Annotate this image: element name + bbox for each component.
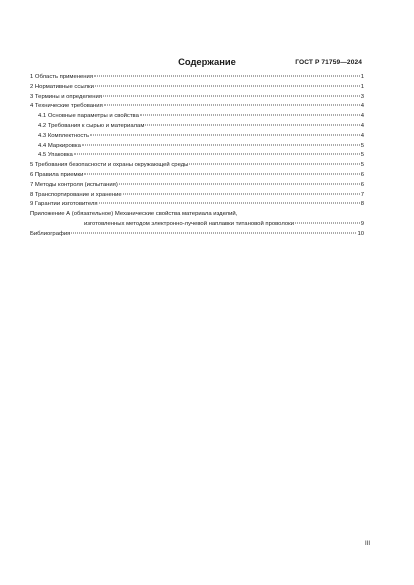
toc-entry-label: 1 Область применения	[30, 74, 94, 80]
appendix-title-line2: изготовленных методом электронно-лучевой наплавки титановой проволоки	[84, 220, 294, 227]
toc-entry-4[interactable]	[30, 102, 364, 112]
page-number: III	[364, 541, 370, 547]
toc-title: Содержание	[178, 56, 236, 67]
toc-entry-page: 1	[360, 83, 364, 90]
toc-entry-label: 2 Нормативные ссылки	[30, 83, 94, 90]
dot-leader	[94, 76, 360, 77]
toc-entry-label: 6 Правила приемки	[30, 171, 84, 178]
toc-entry-5[interactable]	[30, 161, 364, 171]
dot-leader	[295, 222, 360, 223]
toc-entry-page: 4	[360, 103, 364, 110]
dot-leader	[84, 173, 359, 174]
toc-entry-4-1[interactable]	[30, 112, 364, 122]
toc-entry-bibliography[interactable]	[30, 230, 364, 240]
toc-entry-label: 4.4 Маркировка	[38, 142, 81, 149]
toc-entry-label: 4.3 Комплектность	[38, 132, 90, 139]
toc-entry-page: 3	[360, 93, 364, 100]
toc-entry-8[interactable]	[30, 191, 364, 201]
dot-leader	[189, 164, 359, 165]
toc-entry-label: 7 Методы контроля (испытания)	[30, 181, 118, 188]
toc-entry-label: 3 Термины и определения	[30, 93, 102, 100]
toc-entry-page: 6	[360, 171, 364, 178]
dot-leader	[103, 95, 360, 96]
toc-entry-page: 5	[360, 142, 364, 149]
toc-entry-1[interactable]	[30, 73, 364, 83]
toc-entry-4-4[interactable]	[30, 142, 364, 152]
toc-entry-page: 9	[360, 220, 364, 227]
toc-entry-label: 4.5 Упаковка	[38, 152, 73, 159]
toc-entry-7[interactable]	[30, 181, 364, 191]
toc-entry-label: 9 Гарантии изготовителя	[30, 201, 98, 208]
dot-leader	[82, 144, 360, 145]
table-of-contents	[30, 73, 364, 240]
toc-entry-4-2[interactable]	[30, 122, 364, 132]
toc-entry-3[interactable]	[30, 93, 364, 103]
toc-entry-page: 7	[360, 191, 364, 198]
toc-entry-page: 4	[360, 113, 364, 120]
toc-entry-2[interactable]	[30, 83, 364, 93]
toc-entry-page: 5	[360, 162, 364, 169]
toc-entry-page: 4	[360, 122, 364, 129]
toc-entry-4-3[interactable]	[30, 132, 364, 142]
appendix-title-line1: Приложение А (обязательное) Механические свойства материала изделий,	[30, 211, 238, 218]
dot-leader	[71, 232, 356, 233]
toc-entry-page: 10	[357, 230, 364, 237]
dot-leader	[123, 193, 360, 194]
toc-entry-appendix-a[interactable]	[30, 210, 364, 230]
toc-entry-label: 4.1 Основные параметры и свойства	[38, 113, 139, 120]
toc-entry-label: 8 Транспортирование и хранение	[30, 191, 122, 198]
toc-entry-page: 8	[360, 201, 364, 208]
toc-entry-9[interactable]	[30, 200, 364, 210]
toc-entry-label: Библиография	[30, 230, 71, 237]
dot-leader	[145, 124, 359, 125]
dot-leader	[90, 134, 360, 135]
dot-leader	[74, 154, 360, 155]
dot-leader	[104, 105, 360, 106]
dot-leader	[119, 183, 360, 184]
appendix-title-line2-row	[30, 220, 364, 230]
toc-entry-4-5[interactable]	[30, 151, 364, 161]
dot-leader	[140, 115, 360, 116]
toc-entry-label: 4.2 Требования к сырью и материалам	[38, 122, 145, 129]
toc-entry-page: 5	[360, 152, 364, 159]
toc-entry-page: 6	[360, 181, 364, 188]
toc-entry-page: 4	[360, 132, 364, 139]
toc-entry-6[interactable]	[30, 171, 364, 181]
dot-leader	[99, 203, 360, 204]
toc-entry-label: 5 Требования безопасности и охраны окружающей среды	[30, 162, 189, 169]
dot-leader	[95, 85, 360, 86]
document-code: ГОСТ Р 71759—2024	[295, 59, 362, 66]
toc-entry-page: 1	[360, 74, 364, 80]
toc-entry-label: 4 Технические требования	[30, 103, 103, 110]
